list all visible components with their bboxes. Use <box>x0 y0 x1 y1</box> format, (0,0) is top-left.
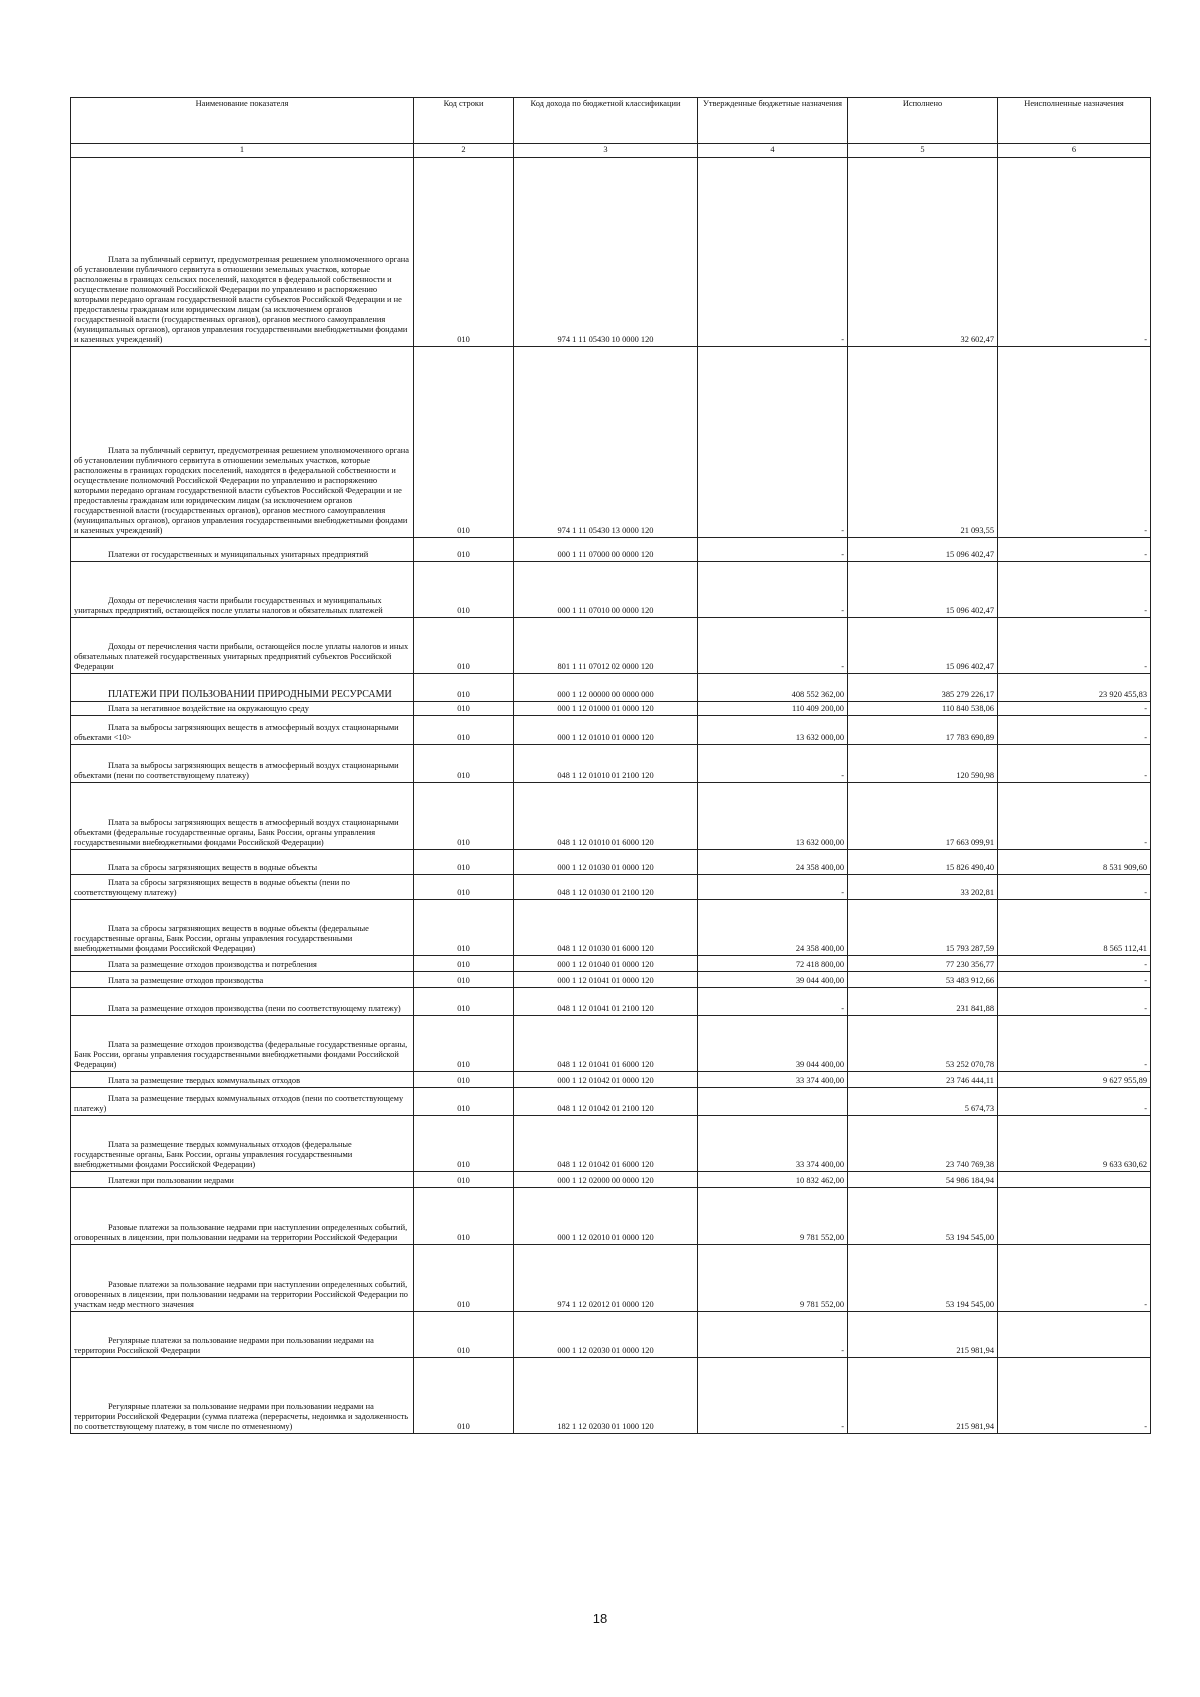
table-row <box>71 702 1151 716</box>
row-line-code: 010 <box>414 850 514 875</box>
table-row <box>71 875 1151 900</box>
row-name-text: Плата за размещение отходов производства и потребления <box>108 960 317 969</box>
row-name <box>71 1072 414 1088</box>
row-executed: 17 663 099,91 <box>848 783 998 850</box>
row-income-code: 000 1 11 07000 00 0000 120 <box>514 538 698 562</box>
row-name-text: Плата за выбросы загрязняющих веществ в атмосферный воздух стационарными объектами <10> <box>74 723 399 742</box>
row-approved: - <box>698 1312 848 1358</box>
row-name <box>71 972 414 988</box>
row-income-code: 000 1 12 02000 00 0000 120 <box>514 1172 698 1188</box>
row-approved: - <box>698 538 848 562</box>
row-name <box>71 745 414 783</box>
row-line-code: 010 <box>414 158 514 347</box>
row-income-code: 048 1 12 01042 01 2100 120 <box>514 1088 698 1116</box>
row-line-code: 010 <box>414 1072 514 1088</box>
row-name <box>71 875 414 900</box>
row-unexecuted: - <box>998 972 1151 988</box>
row-unexecuted: - <box>998 1245 1151 1312</box>
row-name-text: Плата за публичный сервитут, предусмотренная решением уполномоченного органа об установлении публичного сервитута в отношении земельных участков, которые расположены в границах городских поселений, находятся в федеральной собственности и осуществление полномочий Российской Федерации по управлению и распоряжению которыми передано органам государственной власти субъектов Российской Федерации и не предоставлены гражданам или юридическим лицам (за исключением органов государственной власти (государственных органов), органов местного самоуправления (муниципальных органов), органов управления государственными внебюджетными фондами и казенных учреждений) <box>74 446 409 535</box>
header-row <box>71 98 1151 144</box>
row-income-code: 000 1 12 02010 01 0000 120 <box>514 1188 698 1245</box>
row-approved: 13 632 000,00 <box>698 783 848 850</box>
row-income-code: 048 1 12 01010 01 2100 120 <box>514 745 698 783</box>
row-name-text: Доходы от перечисления части прибыли, остающейся после уплаты налогов и иных обязательных платежей государственных унитарных предприятий субъектов Российской Федерации <box>74 642 409 671</box>
header-line-code: Код строки <box>414 98 514 144</box>
row-name <box>71 850 414 875</box>
column-number: 4 <box>698 144 848 158</box>
row-approved: 10 832 462,00 <box>698 1172 848 1188</box>
row-line-code: 010 <box>414 674 514 702</box>
row-income-code: 048 1 12 01010 01 6000 120 <box>514 783 698 850</box>
row-executed: 21 093,55 <box>848 347 998 538</box>
row-unexecuted: - <box>998 956 1151 972</box>
row-line-code: 010 <box>414 1116 514 1172</box>
column-number: 2 <box>414 144 514 158</box>
row-executed: 54 986 184,94 <box>848 1172 998 1188</box>
row-executed: 15 096 402,47 <box>848 618 998 674</box>
row-line-code: 010 <box>414 783 514 850</box>
table-row <box>71 1072 1151 1088</box>
row-income-code: 000 1 12 01040 01 0000 120 <box>514 956 698 972</box>
table-row <box>71 1088 1151 1116</box>
row-approved: - <box>698 988 848 1016</box>
row-executed: 385 279 226,17 <box>848 674 998 702</box>
column-number: 3 <box>514 144 698 158</box>
row-approved: - <box>698 618 848 674</box>
row-unexecuted: 8 531 909,60 <box>998 850 1151 875</box>
revenue-table <box>70 97 1151 1434</box>
table-row <box>71 900 1151 956</box>
row-income-code: 048 1 12 01042 01 6000 120 <box>514 1116 698 1172</box>
table-row <box>71 1016 1151 1072</box>
row-unexecuted: 9 633 630,62 <box>998 1116 1151 1172</box>
table-row <box>71 745 1151 783</box>
column-number-row <box>71 144 1151 158</box>
row-name-text: ПЛАТЕЖИ ПРИ ПОЛЬЗОВАНИИ ПРИРОДНЫМИ РЕСУРСАМИ <box>108 689 392 700</box>
table-row <box>71 1188 1151 1245</box>
row-income-code: 801 1 11 07012 02 0000 120 <box>514 618 698 674</box>
table-row <box>71 716 1151 745</box>
row-line-code: 010 <box>414 745 514 783</box>
row-approved: 110 409 200,00 <box>698 702 848 716</box>
row-executed: 120 590,98 <box>848 745 998 783</box>
header-name: Наименование показателя <box>71 98 414 144</box>
row-unexecuted: 23 920 455,83 <box>998 674 1151 702</box>
row-approved: - <box>698 158 848 347</box>
row-name <box>71 538 414 562</box>
row-line-code: 010 <box>414 618 514 674</box>
row-line-code: 010 <box>414 347 514 538</box>
row-executed: 15 096 402,47 <box>848 562 998 618</box>
row-income-code: 000 1 12 00000 00 0000 000 <box>514 674 698 702</box>
row-name <box>71 674 414 702</box>
row-unexecuted: - <box>998 347 1151 538</box>
row-unexecuted: 8 565 112,41 <box>998 900 1151 956</box>
row-executed: 215 981,94 <box>848 1358 998 1434</box>
column-number: 6 <box>998 144 1151 158</box>
row-name <box>71 988 414 1016</box>
row-name-text: Регулярные платежи за пользование недрами при пользовании недрами на территории Российской Федерации (сумма платежа (перерасчеты, недоимка и задолженность по соответствующему платежу, в том числе по отмененному) <box>74 1402 409 1431</box>
row-unexecuted: - <box>998 158 1151 347</box>
row-approved: - <box>698 745 848 783</box>
row-unexecuted: - <box>998 716 1151 745</box>
row-name-text: Плата за размещение твердых коммунальных отходов (федеральные государственные органы, Банк России, органы управления государственными внебюджетными фондами Российской Федерации) <box>74 1140 353 1169</box>
row-line-code: 010 <box>414 1358 514 1434</box>
column-number: 5 <box>848 144 998 158</box>
row-approved <box>698 1088 848 1116</box>
row-name-text: Разовые платежи за пользование недрами при наступлении определенных событий, оговоренных в лицензии, при пользовании недрами на территории Российской Федерации по участкам недр местного значения <box>74 1280 408 1309</box>
row-name <box>71 1188 414 1245</box>
row-unexecuted <box>998 1188 1151 1245</box>
row-name-text: Плата за публичный сервитут, предусмотренная решением уполномоченного органа об установлении публичного сервитута в отношении земельных участков, которые расположены в границах сельских поселений, находятся в федеральной собственности и осуществление полномочий Российской Федерации по управлению и распоряжению которыми передано органам государственной власти субъектов Российской Федерации и не предоставлены гражданам или юридическим лицам (за исключением органов государственной власти (государственных органов), органов местного самоуправления (муниципальных органов), органов управления государственными внебюджетными фондами и казенных учреждений) <box>74 255 409 344</box>
row-name <box>71 158 414 347</box>
row-unexecuted: - <box>998 702 1151 716</box>
row-name <box>71 347 414 538</box>
row-line-code: 010 <box>414 1172 514 1188</box>
row-unexecuted: - <box>998 618 1151 674</box>
row-line-code: 010 <box>414 538 514 562</box>
table-row <box>71 988 1151 1016</box>
row-name-text: Плата за размещение отходов производства (пени по соответствующему платежу) <box>108 1004 401 1013</box>
row-executed: 53 194 545,00 <box>848 1188 998 1245</box>
row-approved: 72 418 800,00 <box>698 956 848 972</box>
row-executed: 15 096 402,47 <box>848 538 998 562</box>
report-sheet <box>70 97 1150 1434</box>
row-income-code: 000 1 12 01010 01 0000 120 <box>514 716 698 745</box>
row-name-text: Плата за сбросы загрязняющих веществ в водные объекты <box>108 863 318 872</box>
row-approved: 39 044 400,00 <box>698 1016 848 1072</box>
row-income-code: 000 1 12 01000 01 0000 120 <box>514 702 698 716</box>
row-unexecuted <box>998 1172 1151 1188</box>
row-line-code: 010 <box>414 702 514 716</box>
table-row <box>71 562 1151 618</box>
row-income-code: 974 1 11 05430 13 0000 120 <box>514 347 698 538</box>
row-executed: 231 841,88 <box>848 988 998 1016</box>
row-executed: 32 602,47 <box>848 158 998 347</box>
row-executed: 53 483 912,66 <box>848 972 998 988</box>
row-line-code: 010 <box>414 900 514 956</box>
row-name <box>71 1172 414 1188</box>
row-name <box>71 1088 414 1116</box>
row-executed: 5 674,73 <box>848 1088 998 1116</box>
row-executed: 77 230 356,77 <box>848 956 998 972</box>
row-name <box>71 1245 414 1312</box>
table-row <box>71 538 1151 562</box>
row-name-text: Разовые платежи за пользование недрами при наступлении определенных событий, оговоренных в лицензии, при пользовании недрами на территории Российской Федерации <box>74 1223 408 1242</box>
row-executed: 23 740 769,38 <box>848 1116 998 1172</box>
row-line-code: 010 <box>414 875 514 900</box>
row-executed: 23 746 444,11 <box>848 1072 998 1088</box>
row-income-code: 048 1 12 01030 01 2100 120 <box>514 875 698 900</box>
row-line-code: 010 <box>414 1245 514 1312</box>
row-approved: - <box>698 875 848 900</box>
row-name-text: Доходы от перечисления части прибыли государственных и муниципальных унитарных предприятий, остающейся после уплаты налогов и обязательных платежей <box>74 596 383 615</box>
row-name <box>71 1312 414 1358</box>
row-unexecuted: - <box>998 1358 1151 1434</box>
row-line-code: 010 <box>414 972 514 988</box>
row-line-code: 010 <box>414 1088 514 1116</box>
header-income-code: Код дохода по бюджетной классификации <box>514 98 698 144</box>
row-name <box>71 1116 414 1172</box>
header-approved: Утвержденные бюджетные назначения <box>698 98 848 144</box>
row-unexecuted: - <box>998 875 1151 900</box>
row-income-code: 000 1 12 02030 01 0000 120 <box>514 1312 698 1358</box>
table-row <box>71 1172 1151 1188</box>
row-line-code: 010 <box>414 562 514 618</box>
row-name-text: Плата за размещение твердых коммунальных отходов (пени по соответствующему платежу) <box>74 1094 404 1113</box>
row-approved: 9 781 552,00 <box>698 1245 848 1312</box>
row-name <box>71 1016 414 1072</box>
row-income-code: 048 1 12 01041 01 6000 120 <box>514 1016 698 1072</box>
row-line-code: 010 <box>414 956 514 972</box>
column-number: 1 <box>71 144 414 158</box>
table-row <box>71 972 1151 988</box>
row-income-code: 974 1 12 02012 01 0000 120 <box>514 1245 698 1312</box>
table-row <box>71 1116 1151 1172</box>
row-income-code: 000 1 12 01030 01 0000 120 <box>514 850 698 875</box>
row-income-code: 048 1 12 01041 01 2100 120 <box>514 988 698 1016</box>
row-income-code: 000 1 12 01042 01 0000 120 <box>514 1072 698 1088</box>
row-executed: 15 793 287,59 <box>848 900 998 956</box>
row-income-code: 048 1 12 01030 01 6000 120 <box>514 900 698 956</box>
row-name-text: Плата за размещение твердых коммунальных отходов <box>108 1076 301 1085</box>
row-approved: 39 044 400,00 <box>698 972 848 988</box>
row-name <box>71 716 414 745</box>
row-name-text: Плата за сбросы загрязняющих веществ в водные объекты (федеральные государственные органы, Банк России, органы управления государственными внебюджетными фондами Российской Федерации) <box>74 924 369 953</box>
row-executed: 53 252 070,78 <box>848 1016 998 1072</box>
table-row <box>71 618 1151 674</box>
table-row <box>71 783 1151 850</box>
row-name <box>71 956 414 972</box>
row-name <box>71 900 414 956</box>
row-executed: 53 194 545,00 <box>848 1245 998 1312</box>
row-unexecuted: - <box>998 783 1151 850</box>
page-number: 18 <box>592 1611 608 1626</box>
table-row <box>71 158 1151 347</box>
row-unexecuted: 9 627 955,89 <box>998 1072 1151 1088</box>
row-name-text: Плата за негативное воздействие на окружающую среду <box>108 704 309 713</box>
table-row <box>71 956 1151 972</box>
row-unexecuted <box>998 1312 1151 1358</box>
table-row <box>71 1358 1151 1434</box>
row-income-code: 000 1 11 07010 00 0000 120 <box>514 562 698 618</box>
row-unexecuted: - <box>998 562 1151 618</box>
row-executed: 215 981,94 <box>848 1312 998 1358</box>
table-row <box>71 347 1151 538</box>
row-approved: 33 374 400,00 <box>698 1072 848 1088</box>
row-approved: - <box>698 1358 848 1434</box>
row-name-text: Платежи при пользовании недрами <box>108 1176 234 1185</box>
row-name-text: Платежи от государственных и муниципальных унитарных предприятий <box>108 550 369 559</box>
row-income-code: 182 1 12 02030 01 1000 120 <box>514 1358 698 1434</box>
row-income-code: 974 1 11 05430 10 0000 120 <box>514 158 698 347</box>
row-approved: - <box>698 347 848 538</box>
row-name-text: Плата за размещение отходов производства (федеральные государственные органы, Банк России, органы управления государственными внебюджетными фондами Российской Федерации) <box>74 1040 408 1069</box>
row-name <box>71 562 414 618</box>
row-unexecuted: - <box>998 1016 1151 1072</box>
row-unexecuted: - <box>998 1088 1151 1116</box>
row-name-text: Плата за выбросы загрязняющих веществ в атмосферный воздух стационарными объектами (пени по соответствующему платежу) <box>74 761 399 780</box>
row-line-code: 010 <box>414 988 514 1016</box>
row-approved: 24 358 400,00 <box>698 850 848 875</box>
row-unexecuted: - <box>998 538 1151 562</box>
row-approved: 9 781 552,00 <box>698 1188 848 1245</box>
row-name <box>71 702 414 716</box>
header-unexecuted: Неисполненные назначения <box>998 98 1151 144</box>
row-name-text: Плата за выбросы загрязняющих веществ в атмосферный воздух стационарными объектами (федеральные государственные органы, Банк России, органы управления государственными внебюджетными фондами Российской Федерации) <box>74 818 399 847</box>
row-name-text: Регулярные платежи за пользование недрами при пользовании недрами на территории Российской Федерации <box>74 1336 374 1355</box>
row-income-code: 000 1 12 01041 01 0000 120 <box>514 972 698 988</box>
row-executed: 110 840 538,06 <box>848 702 998 716</box>
table-row <box>71 674 1151 702</box>
row-unexecuted: - <box>998 745 1151 783</box>
row-name <box>71 783 414 850</box>
row-unexecuted: - <box>998 988 1151 1016</box>
row-name-text: Плата за сбросы загрязняющих веществ в водные объекты (пени по соответствующему платежу) <box>74 878 350 897</box>
row-approved: - <box>698 562 848 618</box>
row-executed: 15 826 490,40 <box>848 850 998 875</box>
row-name <box>71 618 414 674</box>
row-line-code: 010 <box>414 1188 514 1245</box>
row-approved: 13 632 000,00 <box>698 716 848 745</box>
row-approved: 408 552 362,00 <box>698 674 848 702</box>
row-approved: 33 374 400,00 <box>698 1116 848 1172</box>
table-row <box>71 1245 1151 1312</box>
row-line-code: 010 <box>414 1312 514 1358</box>
table-body <box>71 158 1151 1434</box>
row-executed: 17 783 690,89 <box>848 716 998 745</box>
row-line-code: 010 <box>414 716 514 745</box>
row-name <box>71 1358 414 1434</box>
row-name-text: Плата за размещение отходов производства <box>108 976 264 985</box>
table-row <box>71 1312 1151 1358</box>
row-approved: 24 358 400,00 <box>698 900 848 956</box>
header-executed: Исполнено <box>848 98 998 144</box>
row-executed: 33 202,81 <box>848 875 998 900</box>
table-row <box>71 850 1151 875</box>
row-line-code: 010 <box>414 1016 514 1072</box>
